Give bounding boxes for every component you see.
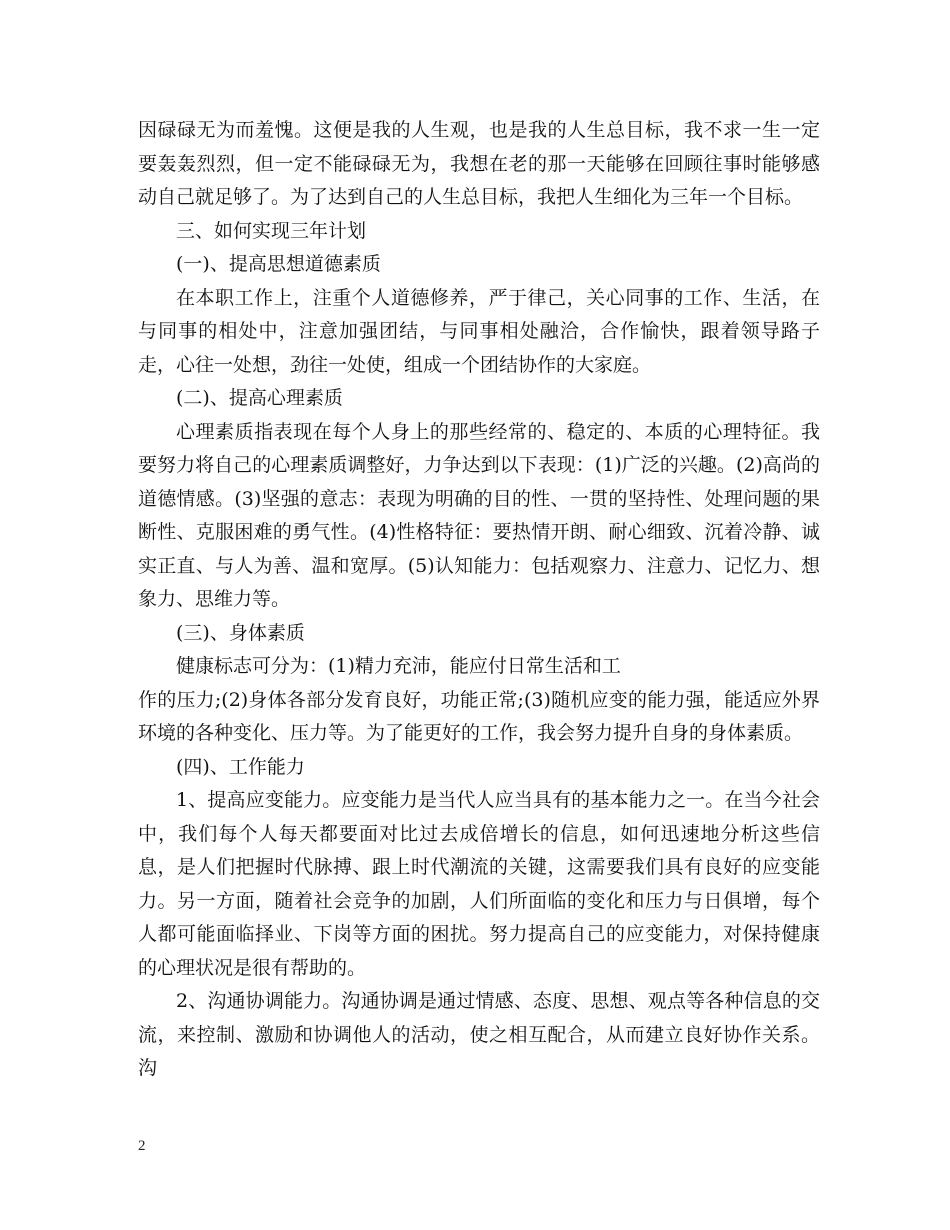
subsection-heading: (三)、身体素质 [176, 621, 305, 644]
page-number: 2 [138, 1138, 146, 1154]
paragraph: 2、沟通协调能力。沟通协调是通过情感、态度、思想、观点等各种信息的交流，来控制、激励和协调他人的活动，使之相互配合，从而建立良好协作关系。沟 [138, 990, 820, 1079]
subsection-heading: (一)、提高思想道德素质 [176, 253, 381, 275]
subsection-heading: (二)、提高心理素质 [176, 387, 343, 409]
paragraph: 作的压力;(2)身体各部分发育良好，功能正常;(3)随机应变的能力强，能适应外界环境的各种变化、压力等。为了能更好的工作，我会努力提升自身的身体素质。 [138, 688, 820, 744]
paragraph: 1、提高应变能力。应变能力是当代人应当具有的基本能力之一。在当今社会中，我们每个人每天都要面对比过去成倍增长的信息，如何迅速地分析这些信息，是人们把握时代脉搏、跟上时代潮流的关键，这需要我们具有良好的应变能力。另一方面，随着社会竞争的加剧，人们所面临的变化和压力与日俱增，每个人都可能面临择业、下岗等方面的困扰。努力提高自己的应变能力，对保持健康的心理状况是很有帮助的。 [138, 789, 820, 979]
paragraph: 在本职工作上，注重个人道德修养，严于律己，关心同事的工作、生活，在与同事的相处中，注意加强团结，与同事相处融洽，合作愉快，跟着领导路子走，心往一处想，劲往一处使，组成一个团结协作的大家庭。 [138, 286, 820, 376]
section-heading: 三、如何实现三年计划 [176, 219, 367, 242]
body-text [138, 114, 820, 1086]
subsection-heading: (四)、工作能力 [176, 755, 305, 778]
paragraph-short-line: 健康标志可分为：(1)精力充沛，能应付日常生活和工 [176, 655, 621, 677]
paragraph: 心理素质指表现在每个人身上的那些经常的、稳定的、本质的心理特征。我要努力将自己的心理素质调整好，力争达到以下表现：(1)广泛的兴趣。(2)高尚的道德情感。(3)坚强的意志：表现为明确的目的性、一贯的坚持性、处理问题的果断性、克服困难的勇气性。(4)性格特征：要热情开朗、耐心细致、沉着冷静、诚实正直、与人为善、温和宽厚。(5)认知能力：包括观察力、注意力、记忆力、想象力、思维力等。 [138, 420, 820, 610]
paragraph: 因碌碌无为而羞愧。这便是我的人生观，也是我的人生总目标，我不求一生一定要轰轰烈烈，但一定不能碌碌无为，我想在老的那一天能够在回顾往事时能够感动自己就足够了。为了达到自己的人生总目标，我把人生细化为三年一个目标。 [138, 119, 820, 208]
